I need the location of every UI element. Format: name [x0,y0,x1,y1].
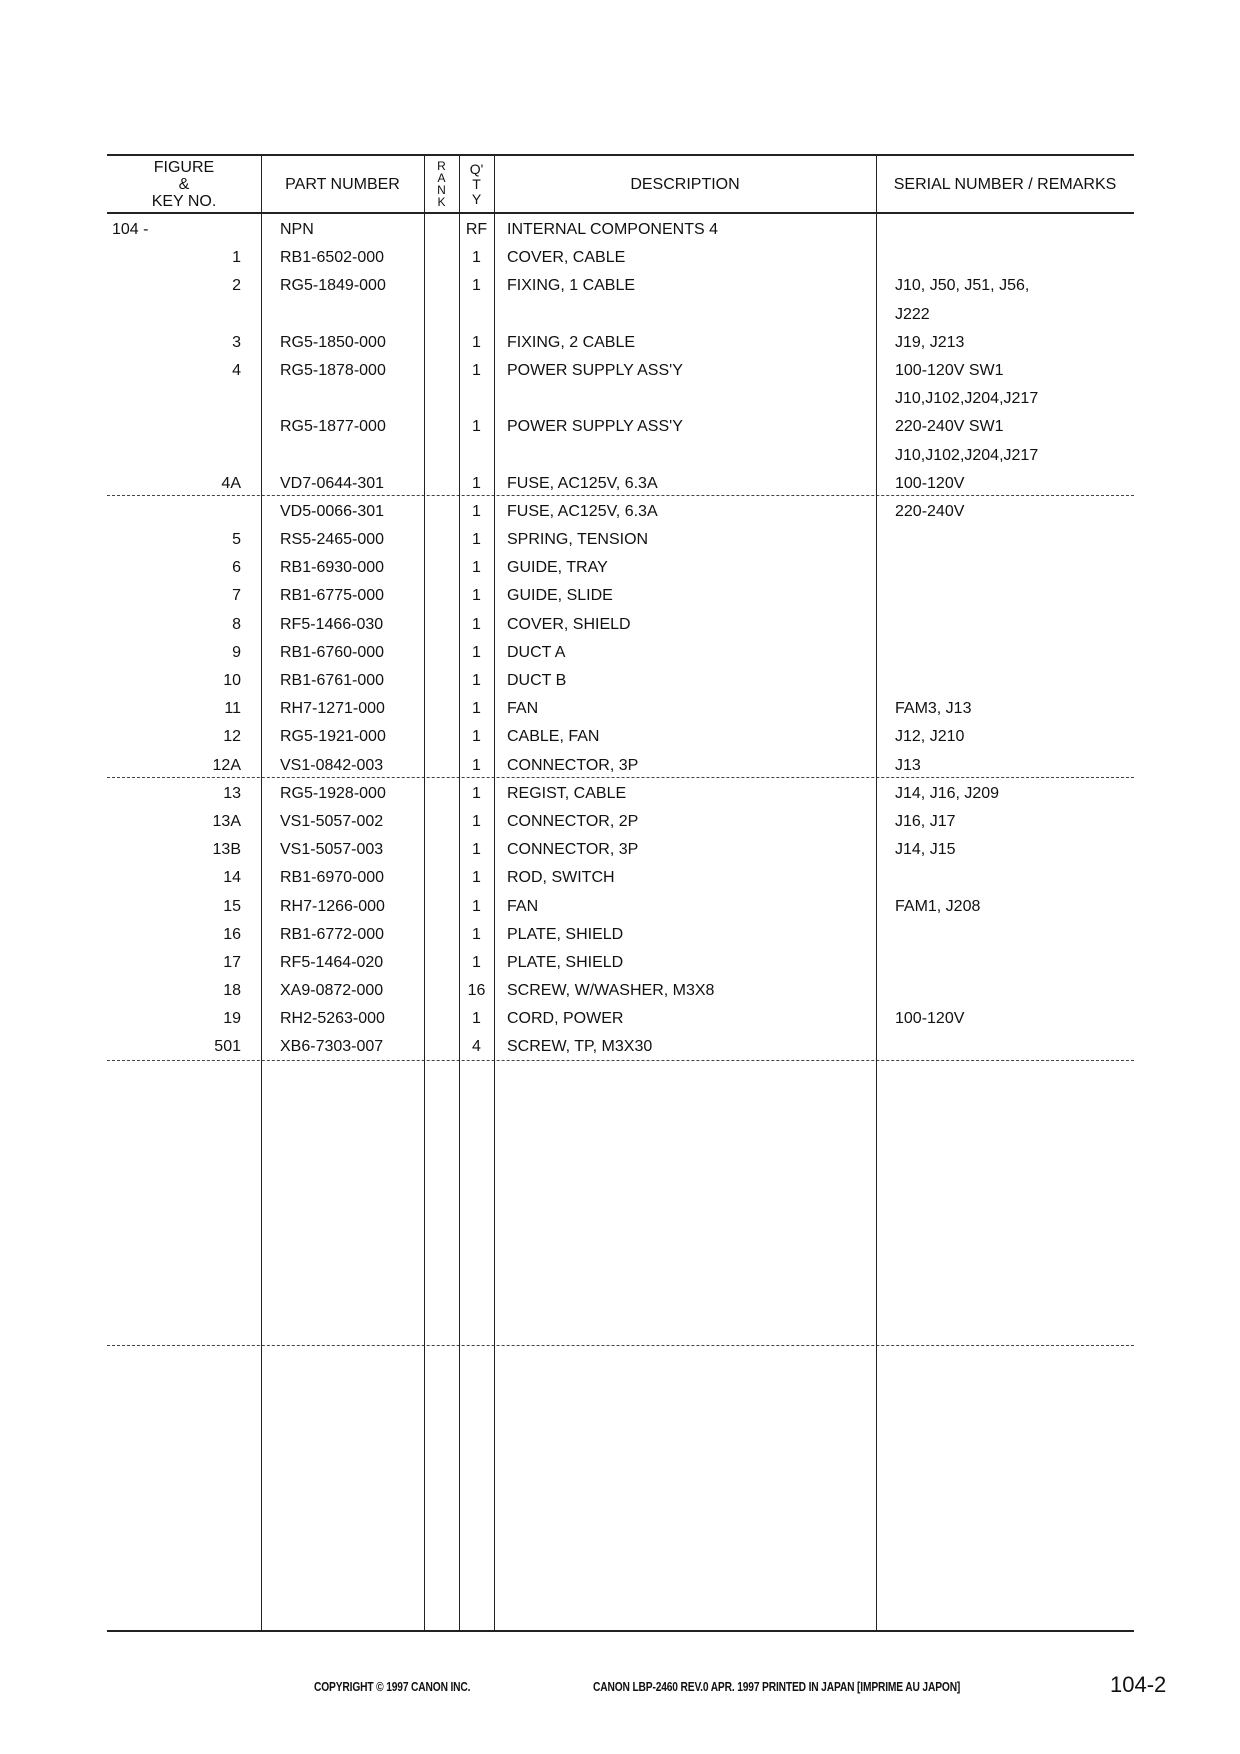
header-serial-remarks: SERIAL NUMBER / REMARKS [893,175,1117,193]
cell-key-no: 16 [223,925,241,943]
cell-qty: 1 [472,812,481,830]
cell-figure: 104 - [112,221,149,238]
page-number: 104-2 [1110,1672,1167,1697]
cell-part-number: XA9-0872-000 [280,982,384,1000]
cell-description: FUSE, AC125V, 6.3A [507,474,658,492]
cell-qty: 1 [472,333,481,351]
table-row [0,216,1240,244]
cell-qty: 1 [472,615,481,633]
cell-description: CABLE, FAN [507,728,600,746]
cell-qty: 1 [472,531,481,549]
header-qty-letter: Q' [469,160,484,177]
cell-description: COVER, CABLE [507,249,626,267]
cell-qty: 1 [472,559,481,577]
table-row [0,808,1240,836]
cell-part-number: RG5-1928-000 [280,784,386,802]
table-row [0,723,1240,751]
header-rank-letter: A [437,171,446,185]
cell-serial-remarks: FAM3, J13 [895,700,972,718]
cell-qty: 1 [472,1010,481,1028]
table-row [0,1033,1240,1061]
table-row [0,582,1240,610]
table-row [0,244,1240,272]
cell-part-number: RF5-1466-030 [280,615,384,633]
cell-key-no: 13 [223,784,241,802]
cell-description: CONNECTOR, 3P [507,841,639,859]
table-row [0,470,1240,498]
table-row [0,921,1240,949]
cell-serial-remarks: J10,J102,J204,J217 [895,446,1039,464]
cell-key-no: 8 [232,615,241,633]
cell-description: PLATE, SHIELD [507,925,624,943]
cell-qty: 1 [472,502,481,520]
header-figure-line: FIGURE [153,158,215,176]
cell-key-no: 18 [223,982,241,1000]
table-row [0,949,1240,977]
cell-part-number: RB1-6760-000 [280,643,385,661]
cell-part-number: VS1-5057-003 [280,841,384,859]
copyright-notice: COPYRIGHT © 1997 CANON INC. [314,1680,471,1694]
cell-serial-remarks: J14, J15 [895,841,956,859]
cell-serial-remarks: J10, J50, J51, J56, [895,277,1030,295]
cell-description: CORD, POWER [507,1010,624,1028]
cell-description: FAN [507,700,539,718]
cell-key-no: 14 [223,869,241,887]
printed-notice: CANON LBP-2460 REV.0 APR. 1997 PRINTED IN JAPAN [IMPRIME AU JAPON] [593,1680,961,1694]
cell-qty: 1 [472,953,481,971]
cell-key-no: 17 [223,953,241,971]
cell-description: GUIDE, TRAY [507,559,608,577]
cell-description: ROD, SWITCH [507,869,615,887]
cell-key-no: 4A [221,474,241,492]
cell-key-no: 9 [232,643,241,661]
table-row [0,442,1240,470]
cell-description: FAN [507,897,539,915]
cell-serial-remarks: FAM1, J208 [895,897,981,915]
header-qty-letter: T [472,175,481,192]
cell-description: REGIST, CABLE [507,784,627,802]
cell-key-no: 3 [232,333,241,351]
parts-table-body [0,216,1240,1062]
cell-qty: 1 [472,418,481,436]
table-row [0,329,1240,357]
header-rank-letter: N [437,183,446,197]
cell-part-number: RG5-1878-000 [280,361,386,379]
cell-key-no: 7 [232,587,241,605]
cell-qty: 1 [472,361,481,379]
table-row [0,836,1240,864]
cell-part-number: XB6-7303-007 [280,1038,384,1056]
cell-key-no: 5 [232,531,241,549]
cell-description: POWER SUPPLY ASS'Y [507,361,683,379]
cell-key-no: 12A [212,756,241,774]
cell-description: FIXING, 2 CABLE [507,333,636,351]
cell-key-no: 11 [224,700,241,718]
cell-part-number: RB1-6930-000 [280,559,385,577]
header-description: DESCRIPTION [630,175,740,193]
table-bottom-rule [107,1630,1134,1632]
cell-part-number: RH2-5263-000 [280,1010,385,1028]
cell-serial-remarks: J13 [895,756,921,774]
cell-serial-remarks: 100-120V SW1 [895,361,1004,379]
header-figure-line: & [178,175,190,193]
cell-key-no: 10 [223,672,241,689]
cell-part-number: RG5-1849-000 [280,277,386,295]
header-figure-key-no [107,156,261,212]
cell-part-number: RH7-1271-000 [280,700,385,718]
cell-serial-remarks: 100-120V [895,474,965,492]
cell-part-number: RB1-6502-000 [280,249,385,267]
header-figure-line: KEY NO. [151,192,217,210]
cell-key-no: 13B [212,841,241,859]
cell-serial-remarks: J12, J210 [895,728,965,746]
table-row [0,611,1240,639]
cell-part-number: NPN [280,221,314,238]
cell-part-number: RB1-6772-000 [280,925,385,943]
cell-qty: RF [465,221,488,238]
cell-part-number: VS1-5057-002 [280,812,384,830]
cell-part-number: RB1-6775-000 [280,587,385,605]
cell-description: POWER SUPPLY ASS'Y [507,418,683,436]
table-row [0,385,1240,413]
cell-serial-remarks: 100-120V [895,1010,965,1028]
cell-qty: 4 [472,1038,481,1056]
header-part-number: PART NUMBER [285,175,400,193]
cell-description: DUCT A [507,643,566,661]
cell-qty: 1 [472,841,481,859]
header-rank-letter: K [437,195,446,209]
table-row [0,413,1240,441]
cell-qty: 1 [472,869,481,887]
table-row [0,554,1240,582]
table-row [0,272,1240,300]
cell-description: PLATE, SHIELD [507,953,624,971]
cell-description: FUSE, AC125V, 6.3A [507,502,658,520]
cell-serial-remarks: J16, J17 [895,812,956,830]
table-row [0,695,1240,723]
cell-part-number: RH7-1266-000 [280,897,385,915]
cell-part-number: RS5-2465-000 [280,531,385,549]
cell-key-no: 501 [214,1038,241,1056]
cell-serial-remarks: 220-240V [895,502,965,520]
cell-key-no: 13A [212,812,241,830]
table-row [0,526,1240,554]
table-row [0,639,1240,667]
cell-part-number: RG5-1921-000 [280,728,386,746]
cell-serial-remarks: J222 [895,305,930,323]
table-row [0,780,1240,808]
header-rank-letter: R [437,159,446,173]
header-qty-letter: Y [471,190,482,207]
table-row [0,301,1240,329]
cell-description: INTERNAL COMPONENTS 4 [507,221,718,238]
header-rank [424,156,459,212]
cell-description: SPRING, TENSION [507,531,649,549]
cell-serial-remarks: J10,J102,J204,J217 [895,390,1039,408]
table-row [0,893,1240,921]
cell-description: SCREW, TP, M3X30 [507,1038,653,1056]
cell-part-number: RG5-1850-000 [280,333,386,351]
cell-qty: 1 [472,643,481,661]
cell-qty: 1 [472,277,481,295]
cell-key-no: 19 [223,1010,241,1028]
cell-qty: 1 [472,925,481,943]
cell-description: FIXING, 1 CABLE [507,277,636,295]
cell-serial-remarks: 220-240V SW1 [895,418,1004,436]
cell-key-no: 6 [232,559,241,577]
cell-qty: 1 [472,756,481,774]
table-row [0,357,1240,385]
cell-key-no: 1 [232,249,241,267]
cell-qty: 1 [472,587,481,605]
cell-serial-remarks: J19, J213 [895,333,965,351]
cell-key-no: 2 [232,277,241,295]
cell-serial-remarks: J14, J16, J209 [895,784,1000,802]
cell-part-number: RF5-1464-020 [280,953,384,971]
cell-key-no: 4 [232,361,241,379]
table-row [0,977,1240,1005]
cell-description: SCREW, W/WASHER, M3X8 [507,982,715,1000]
cell-qty: 1 [472,249,481,267]
cell-key-no: 15 [223,897,241,915]
cell-description: GUIDE, SLIDE [507,587,613,605]
table-row [0,498,1240,526]
cell-description: DUCT B [507,672,567,689]
table-row [0,752,1240,780]
cell-qty: 1 [472,700,481,718]
cell-part-number: VD7-0644-301 [280,474,385,492]
cell-part-number: VS1-0842-003 [280,756,384,774]
cell-key-no: 12 [223,728,241,746]
cell-qty: 1 [472,474,481,492]
header-quantity [459,156,494,212]
cell-qty: 1 [472,784,481,802]
cell-qty: 1 [472,728,481,746]
cell-qty: 16 [467,982,486,1000]
cell-part-number: VD5-0066-301 [280,502,385,520]
cell-description: COVER, SHIELD [507,615,631,633]
table-row [0,667,1240,695]
cell-qty: 1 [472,897,481,915]
table-row [0,1005,1240,1033]
cell-description: CONNECTOR, 2P [507,812,639,830]
cell-part-number: RB1-6970-000 [280,869,385,887]
table-row [0,864,1240,892]
cell-qty: 1 [472,672,481,689]
cell-description: CONNECTOR, 3P [507,756,639,774]
cell-part-number: RG5-1877-000 [280,418,386,436]
cell-part-number: RB1-6761-000 [280,672,385,689]
